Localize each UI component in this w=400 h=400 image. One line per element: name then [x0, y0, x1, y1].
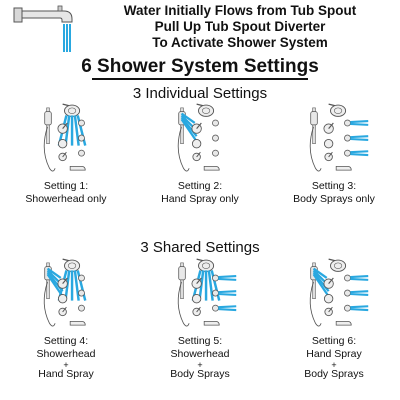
shared-heading: 3 Shared Settings — [140, 239, 260, 256]
setting-4-label: Setting 4: — [43, 335, 89, 347]
setting-4-fixture-icon — [40, 255, 106, 333]
setting-2-fixture-icon — [174, 100, 240, 178]
page-title: 6 Shower System Settings — [81, 56, 319, 77]
header-line-3: To Activate Shower System — [152, 35, 328, 50]
setting-5-fixture-icon — [174, 255, 240, 333]
setting-5-line1: Showerhead — [170, 348, 230, 360]
setting-6-plus: + — [331, 360, 337, 370]
setting-3-desc: Body Sprays only — [293, 193, 375, 205]
header-line-2: Pull Up Tub Spout Diverter — [154, 19, 326, 34]
setting-6-fixture-icon — [306, 255, 372, 333]
header-line-1: Water Initially Flows from Tub Spout — [123, 3, 357, 18]
title-underline — [92, 78, 308, 80]
tub-spout-icon — [14, 6, 94, 56]
setting-1-desc: Showerhead only — [25, 193, 107, 205]
setting-6-line1: Hand Spray — [306, 348, 362, 360]
tub-water-stream — [64, 24, 70, 52]
setting-1-label: Setting 1: — [43, 180, 89, 192]
setting-1-fixture-icon — [40, 100, 106, 178]
setting-5-line2: Body Sprays — [170, 368, 230, 380]
setting-3-label: Setting 3: — [311, 180, 357, 192]
individual-heading: 3 Individual Settings — [132, 85, 268, 102]
setting-5-plus: + — [197, 360, 203, 370]
setting-3-fixture-icon — [306, 100, 372, 178]
setting-5-label: Setting 5: — [177, 335, 223, 347]
setting-4-plus: + — [63, 360, 69, 370]
setting-4-line1: Showerhead — [36, 348, 96, 360]
setting-6-line2: Body Sprays — [304, 368, 364, 380]
setting-2-desc: Hand Spray only — [161, 193, 239, 205]
setting-2-label: Setting 2: — [177, 180, 223, 192]
setting-6-label: Setting 6: — [311, 335, 357, 347]
setting-4-line2: Hand Spray — [38, 368, 94, 380]
